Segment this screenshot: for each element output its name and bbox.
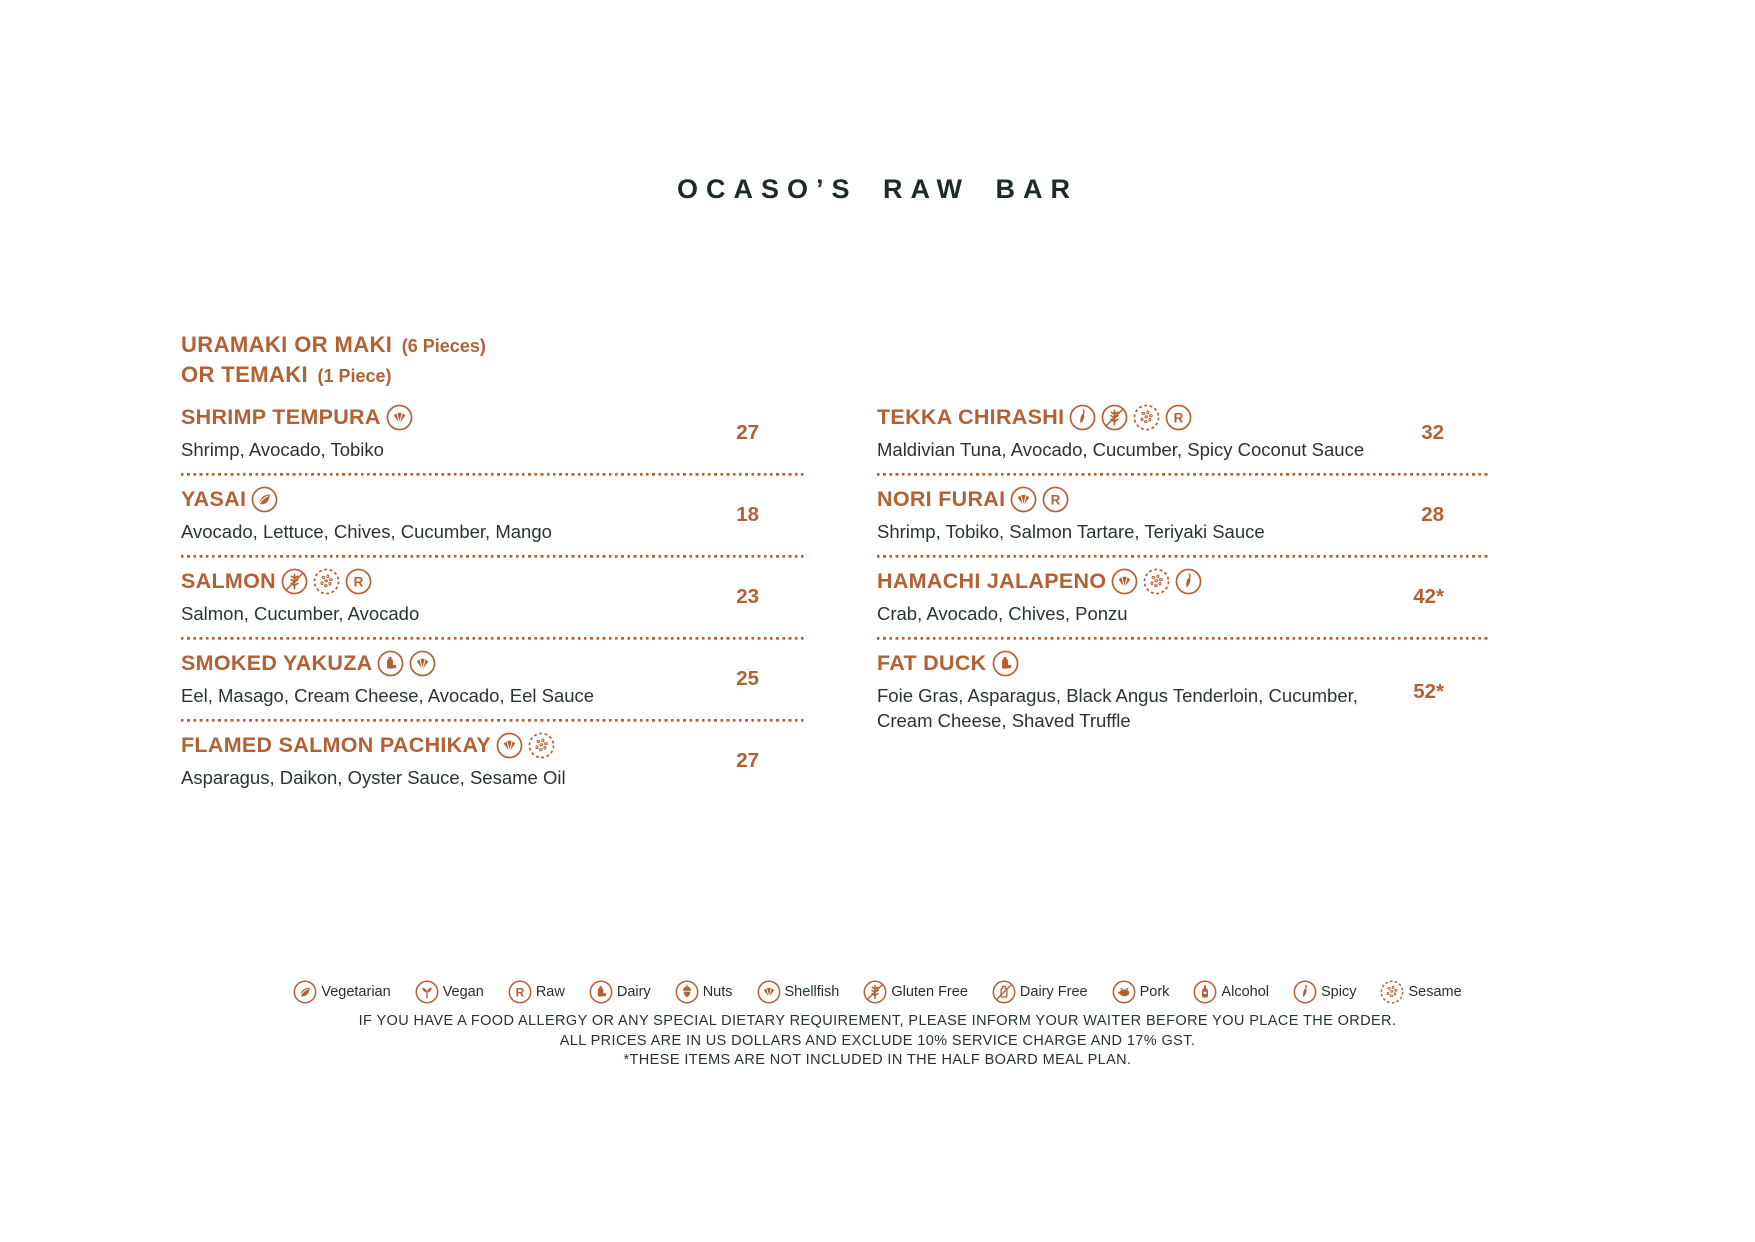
menu-item-main: [181, 732, 726, 790]
legend-label: Alcohol: [1221, 984, 1269, 1000]
legend-label: Dairy: [616, 984, 651, 1000]
item-price: 23: [736, 585, 759, 608]
svg-text:R: R: [353, 574, 364, 590]
menu-item-name-row: [877, 650, 1403, 677]
raw-icon: [1165, 404, 1192, 431]
item-price: 42*: [1413, 585, 1444, 608]
item-description: Foie Gras, Asparagus, Black Angus Tenderloin, Cucumber, Cream Cheese, Shaved Truffle: [877, 685, 1358, 731]
alcohol-icon: [1193, 980, 1217, 1004]
menu-item: [181, 640, 805, 719]
menu-item: [877, 476, 1490, 555]
item-description: Crab, Avocado, Chives, Ponzu: [877, 603, 1128, 624]
dairy-icon: [589, 980, 613, 1004]
menu-item: [877, 640, 1490, 744]
shellfish-icon: [1010, 486, 1037, 513]
raw-icon: [345, 568, 372, 595]
legend-label: Shellfish: [784, 984, 840, 1000]
section-heading-text1: URAMAKI OR MAKI: [181, 332, 393, 357]
pork-icon: [1112, 980, 1136, 1004]
shellfish-icon: [757, 980, 781, 1004]
section-heading: [181, 331, 486, 391]
svg-text:R: R: [515, 985, 525, 1000]
item-name: SHRIMP TEMPURA: [181, 405, 381, 429]
raw-icon: [508, 980, 532, 1004]
item-name: FAT DUCK: [877, 651, 987, 675]
legend-label: Raw: [535, 984, 565, 1000]
footer-note-prices: ALL PRICES ARE IN US DOLLARS AND EXCLUDE 10% SERVICE CHARGE AND 17% GST.: [559, 1032, 1196, 1049]
menu-item-main: [877, 568, 1403, 626]
legend-label: Gluten Free: [891, 984, 968, 1000]
menu-item-name-row: [181, 568, 726, 595]
legend-item: [675, 980, 733, 1004]
section-heading-line1: [181, 331, 486, 361]
item-description: Avocado, Lettuce, Chives, Cucumber, Mango: [181, 521, 552, 542]
footer-note-halfboard: *THESE ITEMS ARE NOT INCLUDED IN THE HALF BOARD MEAL PLAN.: [623, 1052, 1132, 1068]
nuts-icon: [675, 980, 699, 1004]
item-price: 28: [1421, 503, 1444, 526]
item-price: 25: [736, 667, 759, 690]
item-description: Salmon, Cucumber, Avocado: [181, 603, 420, 624]
menu-item-name-row: [877, 404, 1411, 431]
menu-item-main: [181, 404, 726, 462]
vegetarian-icon: [293, 980, 317, 1004]
legend-item: [589, 980, 651, 1004]
spicy-icon: [1175, 568, 1202, 595]
legend-item: [293, 980, 390, 1004]
menu-item-main: [181, 650, 726, 708]
dairy-free-icon: [992, 980, 1016, 1004]
item-name: SALMON: [181, 569, 276, 593]
sesame-icon: [528, 732, 555, 759]
shellfish-icon: [409, 650, 436, 677]
item-price: 27: [736, 421, 759, 444]
menu-item-main: [877, 486, 1411, 544]
menu-item: [181, 476, 805, 555]
item-price: 27: [736, 749, 759, 772]
legend-item: [863, 980, 968, 1004]
legend-label: Pork: [1139, 984, 1170, 1000]
menu-item-name-row: [877, 486, 1411, 513]
menu-item-main: [181, 568, 726, 626]
shellfish-icon: [496, 732, 523, 759]
section-heading-text2: OR TEMAKI: [181, 362, 309, 387]
section-heading-note2: (1 Piece): [317, 366, 392, 386]
menu-item: [877, 558, 1490, 637]
dairy-icon: [377, 650, 404, 677]
spicy-icon: [1293, 980, 1317, 1004]
item-price: 18: [736, 503, 759, 526]
item-name: HAMACHI JALAPENO: [877, 569, 1107, 593]
legend-label: Vegetarian: [321, 984, 391, 1000]
menu-item-name-row: [181, 404, 726, 431]
legend-item: [1380, 980, 1461, 1004]
legend-item: [508, 980, 565, 1004]
dietary-legend: [0, 980, 1755, 1004]
sesame-icon: [313, 568, 340, 595]
menu-item-main: [181, 486, 726, 544]
legend-item: [1193, 980, 1269, 1004]
footer-note-allergy: IF YOU HAVE A FOOD ALLERGY OR ANY SPECIAL DIETARY REQUIREMENT, PLEASE INFORM YOUR WAITER BEFORE YOU PLACE THE ORDER.: [358, 1013, 1397, 1029]
item-price: 52*: [1413, 679, 1444, 703]
gluten-free-icon: [1101, 404, 1128, 431]
legend-item: [992, 980, 1088, 1004]
sesame-icon: [1133, 404, 1160, 431]
legend-label: Dairy Free: [1019, 984, 1088, 1000]
legend-item: [757, 980, 840, 1004]
legend-label: Spicy: [1320, 984, 1357, 1000]
legend-item: [1112, 980, 1170, 1004]
page-title: OCASO’S RAW BAR: [676, 174, 1078, 204]
section-heading-line2: [181, 361, 486, 391]
legend-item: [415, 980, 484, 1004]
item-description: Shrimp, Avocado, Tobiko: [181, 439, 384, 460]
menu-item-name-row: [181, 732, 726, 759]
sesame-icon: [1143, 568, 1170, 595]
gluten-free-icon: [281, 568, 308, 595]
menu-column-left: [181, 394, 805, 801]
menu-item: [877, 394, 1490, 473]
shellfish-icon: [1111, 568, 1138, 595]
menu-item-name-row: [181, 650, 726, 677]
spicy-icon: [1069, 404, 1096, 431]
svg-text:R: R: [1173, 410, 1184, 426]
dairy-icon: [992, 650, 1019, 677]
legend-item: [1293, 980, 1356, 1004]
shellfish-icon: [386, 404, 413, 431]
item-description: Shrimp, Tobiko, Salmon Tartare, Teriyaki Sauce: [877, 521, 1265, 542]
item-price: 32: [1421, 421, 1444, 444]
item-description: Eel, Masago, Cream Cheese, Avocado, Eel Sauce: [181, 685, 595, 706]
footer-notes: [0, 1012, 1755, 1071]
raw-icon: [1042, 486, 1069, 513]
menu-item-main: [877, 404, 1411, 462]
vegetarian-icon: [251, 486, 278, 513]
item-description: Maldivian Tuna, Avocado, Cucumber, Spicy Coconut Sauce: [877, 439, 1365, 460]
item-name: SMOKED YAKUZA: [181, 651, 373, 675]
item-name: FLAMED SALMON PACHIKAY: [181, 733, 491, 757]
item-name: NORI FURAI: [877, 487, 1006, 511]
legend-label: Vegan: [442, 984, 484, 1000]
menu-item: [181, 558, 805, 637]
menu-item: [181, 394, 805, 473]
menu-item-name-row: [877, 568, 1403, 595]
vegan-icon: [415, 980, 439, 1004]
gluten-free-icon: [863, 980, 887, 1004]
section-heading-note1: (6 Pieces): [401, 336, 486, 356]
menu-item-name-row: [181, 486, 726, 513]
menu-column-right: [877, 394, 1490, 744]
legend-label: Nuts: [702, 984, 733, 1000]
menu-item-main: [877, 650, 1403, 733]
svg-text:R: R: [1051, 492, 1061, 508]
menu-item: [181, 722, 805, 801]
sesame-icon: [1380, 980, 1404, 1004]
legend-label: Sesame: [1408, 984, 1462, 1000]
item-description: Asparagus, Daikon, Oyster Sauce, Sesame Oil: [181, 767, 566, 788]
item-name: TEKKA CHIRASHI: [877, 405, 1065, 429]
item-name: YASAI: [181, 487, 247, 511]
